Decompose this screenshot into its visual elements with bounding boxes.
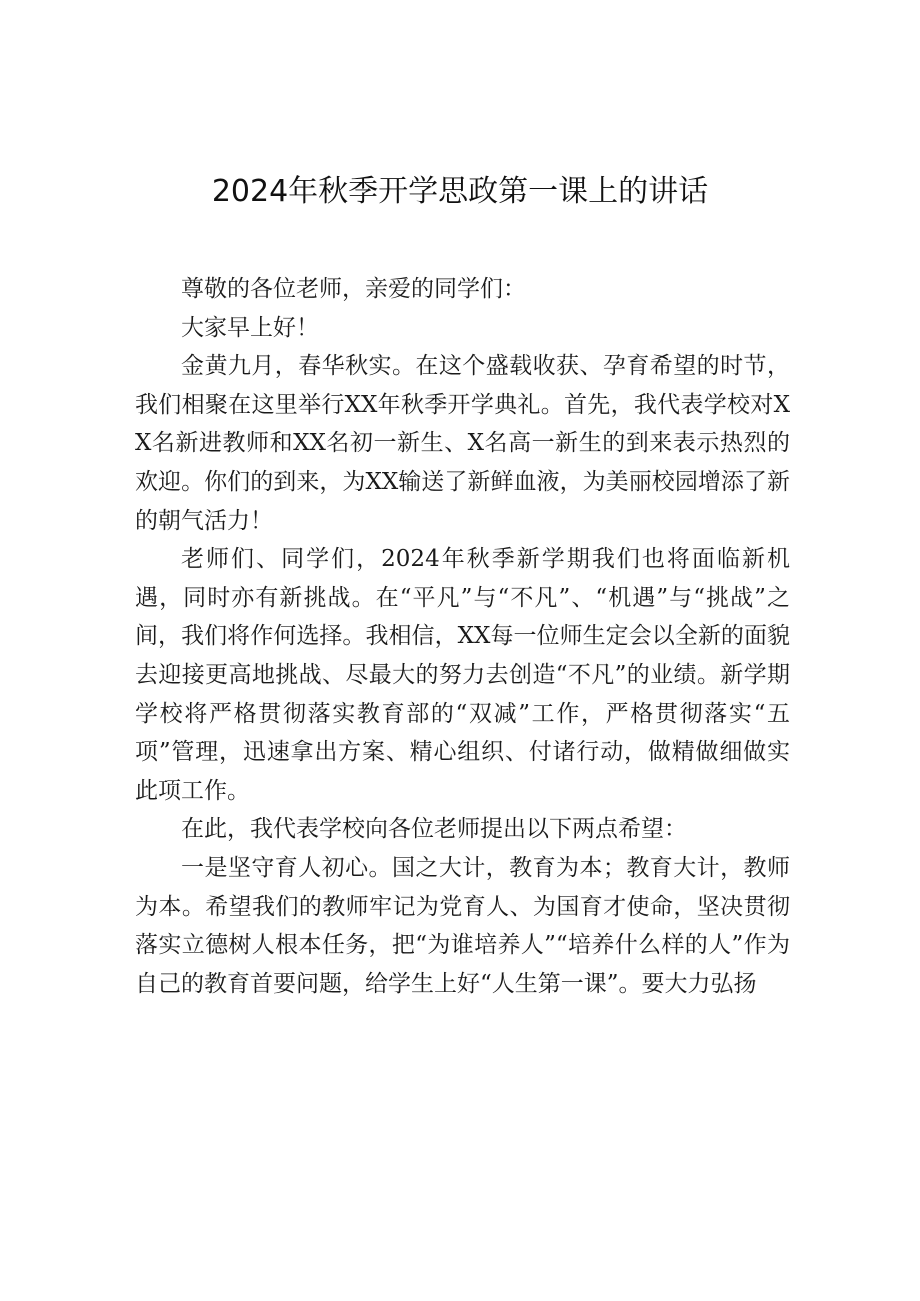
paragraph-welcome: 金黄九月，春华秋实。在这个盛载收获、孕育希望的时节，我们相聚在这里举行XX年秋季开学典礼。首先，我代表学校对XX名新进教师和XX名初一新生、X名高一新生的到来表示热烈的欢迎。你们的到来，为XX输送了新鲜血液，为美丽校园增添了新的朝气活力！: [135, 353, 790, 534]
paragraph-hope-one: 一是坚守育人初心。国之大计，教育为本；教育大计，教师为本。希望我们的教师牢记为党育人、为国育才使命，坚决贯彻落实立德树人根本任务，把“为谁培养人”“培养什么样的人”作为自己的教育首要问题，给学生上好“人生第一课”。要大力弘扬: [135, 854, 790, 997]
paragraph-salutation: 尊敬的各位老师，亲爱的同学们：: [181, 276, 526, 302]
paragraph-greeting: 大家早上好！: [181, 314, 319, 341]
document-body: [135, 270, 790, 1003]
document-title: 2024年秋季开学思政第一课上的讲话: [211, 174, 709, 209]
paragraph-new-semester: 老师们、同学们，2024年秋季新学期我们也将面临新机遇，同时亦有新挑战。在“平凡”与“不凡”、“机遇”与“挑战”之间，我们将作何选择。我相信，XX每一位师生定会以全新的面貌去迎接更高地挑战、尽最大的努力去创造“不凡”的业绩。新学期学校将严格贯彻落实教育部的“双减”工作，严格贯彻落实“五项”管理，迅速拿出方案、精心组织、付诸行动，做精做细做实此项工作。: [135, 546, 790, 804]
paragraph-hopes-intro: 在此，我代表学校向各位老师提出以下两点希望：: [181, 816, 687, 843]
